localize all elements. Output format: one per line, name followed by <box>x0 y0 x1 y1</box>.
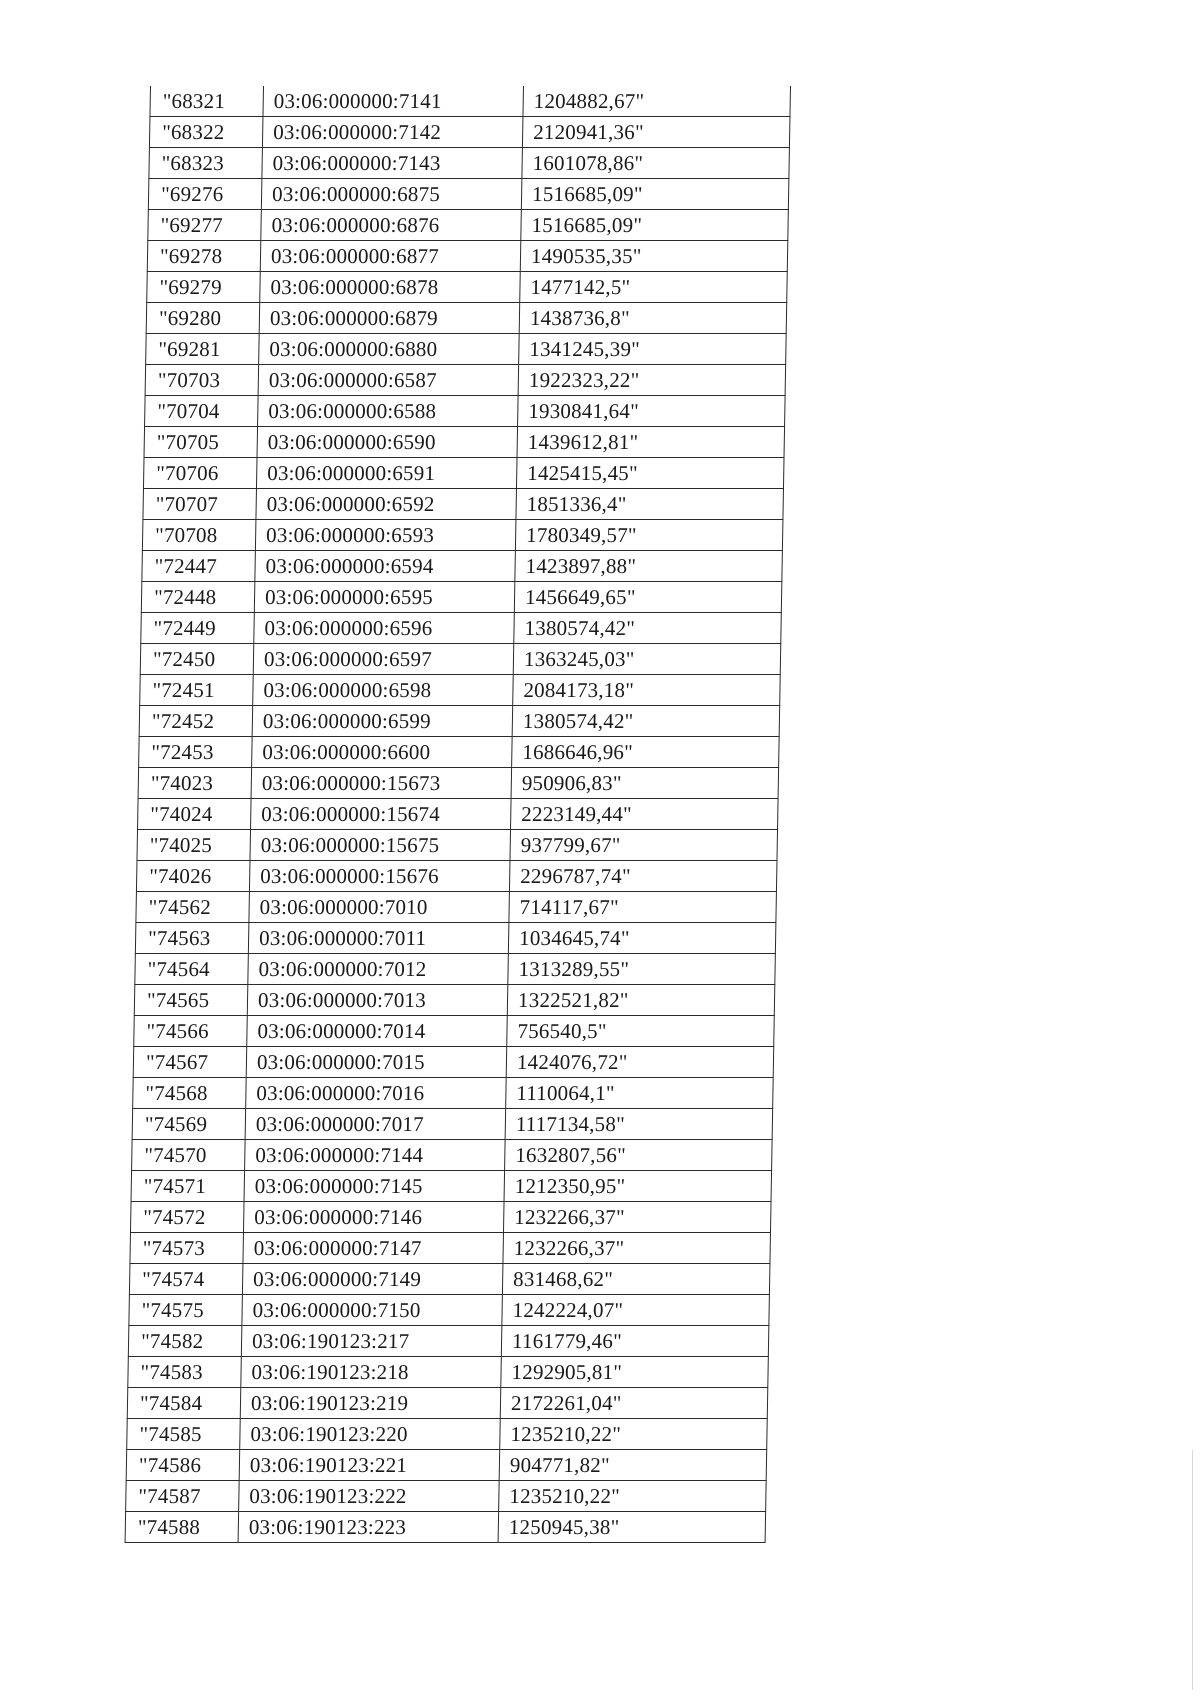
row-number-cell: "74588 <box>125 1512 239 1543</box>
table-row <box>139 737 780 768</box>
cadastral-number-cell: 03:06:190123:222 <box>239 1481 500 1512</box>
value-cell: 1341245,39" <box>519 334 787 365</box>
cadastral-number-cell: 03:06:000000:7143 <box>262 148 523 179</box>
table-row <box>138 768 779 799</box>
cadastral-number-cell: 03:06:000000:7149 <box>242 1264 503 1295</box>
value-cell: 1423897,88" <box>515 551 783 582</box>
cadastral-table <box>125 86 791 1543</box>
table-row <box>139 706 780 737</box>
cadastral-number-cell: 03:06:000000:7142 <box>262 117 523 148</box>
row-number-cell: "74582 <box>128 1326 242 1357</box>
table-row <box>136 861 777 892</box>
table-row <box>148 210 789 241</box>
value-cell: 756540,5" <box>507 1016 775 1047</box>
value-cell: 1456649,65" <box>514 582 782 613</box>
value-cell: 2172261,04" <box>500 1388 768 1419</box>
row-number-cell: "69276 <box>148 179 262 210</box>
table-row <box>146 334 787 365</box>
row-number-cell: "69278 <box>147 241 261 272</box>
table-row <box>145 396 786 427</box>
value-cell: 1212350,95" <box>504 1171 772 1202</box>
table-row <box>125 1512 766 1543</box>
value-cell: 1250945,38" <box>498 1512 766 1543</box>
table-row <box>149 148 790 179</box>
table-row <box>142 551 783 582</box>
table-row <box>133 1047 774 1078</box>
row-number-cell: "74574 <box>129 1264 243 1295</box>
table-row <box>127 1419 768 1450</box>
table-row <box>145 365 786 396</box>
value-cell: 1930841,64" <box>518 396 786 427</box>
cadastral-number-cell: 03:06:000000:7010 <box>249 892 510 923</box>
row-number-cell: "74586 <box>126 1450 240 1481</box>
table-row <box>128 1326 769 1357</box>
row-number-cell: "72452 <box>139 706 253 737</box>
cadastral-number-cell: 03:06:000000:6599 <box>252 706 513 737</box>
table-row <box>130 1202 771 1233</box>
table-row <box>141 582 782 613</box>
value-cell: 1516685,09" <box>521 179 789 210</box>
value-cell: 714117,67" <box>509 892 777 923</box>
row-number-cell: "74564 <box>135 954 249 985</box>
cadastral-number-cell: 03:06:000000:6594 <box>255 551 516 582</box>
table-row <box>148 179 789 210</box>
table-row <box>129 1295 770 1326</box>
value-cell: 1034645,74" <box>508 923 776 954</box>
row-number-cell: "74572 <box>130 1202 244 1233</box>
value-cell: 1851336,4" <box>516 489 784 520</box>
row-number-cell: "69279 <box>147 272 261 303</box>
cadastral-number-cell: 03:06:000000:6596 <box>254 613 515 644</box>
table-row <box>147 241 788 272</box>
cadastral-number-cell: 03:06:000000:6587 <box>258 365 519 396</box>
table-row <box>136 892 777 923</box>
table-row <box>143 458 784 489</box>
cadastral-number-cell: 03:06:000000:7145 <box>244 1171 505 1202</box>
cadastral-number-cell: 03:06:000000:7011 <box>248 923 509 954</box>
cadastral-number-cell: 03:06:000000:15676 <box>249 861 510 892</box>
value-cell: 1232266,37" <box>503 1202 771 1233</box>
value-cell: 1242224,07" <box>502 1295 770 1326</box>
cadastral-number-cell: 03:06:000000:6593 <box>255 520 516 551</box>
row-number-cell: "72453 <box>139 737 253 768</box>
table-row <box>146 303 787 334</box>
table-row <box>132 1140 773 1171</box>
value-cell: 1292905,81" <box>501 1357 769 1388</box>
row-number-cell: "70708 <box>142 520 256 551</box>
row-number-cell: "74026 <box>136 861 250 892</box>
value-cell: 2296787,74" <box>509 861 777 892</box>
row-number-cell: "70706 <box>143 458 257 489</box>
cadastral-number-cell: 03:06:000000:6876 <box>261 210 522 241</box>
table-container <box>125 86 790 1543</box>
table-row <box>131 1171 772 1202</box>
table-row <box>128 1357 769 1388</box>
table-row <box>134 1016 775 1047</box>
cadastral-number-cell: 03:06:000000:7015 <box>246 1047 507 1078</box>
row-number-cell: "69280 <box>146 303 260 334</box>
table-body <box>125 86 790 1543</box>
row-number-cell: "72449 <box>141 613 255 644</box>
cadastral-number-cell: 03:06:000000:6879 <box>259 303 520 334</box>
table-row <box>130 1233 771 1264</box>
value-cell: 950906,83" <box>511 768 779 799</box>
value-cell: 1235210,22" <box>499 1481 767 1512</box>
table-row <box>126 1450 767 1481</box>
value-cell: 2084173,18" <box>513 675 781 706</box>
table-row <box>137 830 778 861</box>
table-row <box>142 520 783 551</box>
table-row <box>132 1109 773 1140</box>
cadastral-number-cell: 03:06:000000:7146 <box>243 1202 504 1233</box>
row-number-cell: "68323 <box>149 148 263 179</box>
value-cell: 1601078,86" <box>522 148 790 179</box>
row-number-cell: "69281 <box>146 334 260 365</box>
cadastral-number-cell: 03:06:000000:6595 <box>254 582 515 613</box>
row-number-cell: "72451 <box>140 675 254 706</box>
value-cell: 937799,67" <box>510 830 778 861</box>
table-row <box>135 923 776 954</box>
table-row <box>147 272 788 303</box>
row-number-cell: "74571 <box>131 1171 245 1202</box>
cadastral-number-cell: 03:06:000000:6592 <box>256 489 517 520</box>
cadastral-number-cell: 03:06:000000:15674 <box>251 799 512 830</box>
row-number-cell: "70705 <box>144 427 258 458</box>
table-row <box>135 954 776 985</box>
cadastral-number-cell: 03:06:000000:6588 <box>258 396 519 427</box>
row-number-cell: "74565 <box>134 985 248 1016</box>
value-cell: 1424076,72" <box>506 1047 774 1078</box>
table-row <box>143 489 784 520</box>
row-number-cell: "74563 <box>135 923 249 954</box>
cadastral-number-cell: 03:06:000000:6875 <box>261 179 522 210</box>
value-cell: 1363245,03" <box>513 644 781 675</box>
cadastral-number-cell: 03:06:190123:217 <box>241 1326 502 1357</box>
cadastral-number-cell: 03:06:000000:7017 <box>245 1109 506 1140</box>
row-number-cell: "74583 <box>128 1357 242 1388</box>
value-cell: 1632807,56" <box>505 1140 773 1171</box>
cadastral-number-cell: 03:06:000000:7147 <box>243 1233 504 1264</box>
cadastral-number-cell: 03:06:000000:6880 <box>259 334 520 365</box>
table-row <box>127 1388 768 1419</box>
row-number-cell: "72447 <box>142 551 256 582</box>
row-number-cell: "68322 <box>149 117 263 148</box>
value-cell: 2223149,44" <box>511 799 779 830</box>
value-cell: 1322521,82" <box>507 985 775 1016</box>
cadastral-number-cell: 03:06:190123:223 <box>238 1512 499 1543</box>
scan-edge-line <box>1192 1450 1193 1690</box>
table-row <box>129 1264 770 1295</box>
value-cell: 1204882,67" <box>523 86 791 117</box>
cadastral-number-cell: 03:06:000000:7013 <box>247 985 508 1016</box>
cadastral-number-cell: 03:06:190123:221 <box>239 1450 500 1481</box>
row-number-cell: "74568 <box>133 1078 247 1109</box>
value-cell: 1477142,5" <box>520 272 788 303</box>
value-cell: 1380574,42" <box>514 613 782 644</box>
value-cell: 1922323,22" <box>518 365 786 396</box>
table-row <box>141 613 782 644</box>
value-cell: 1425415,45" <box>516 458 784 489</box>
value-cell: 1117134,58" <box>505 1109 773 1140</box>
value-cell: 1516685,09" <box>521 210 789 241</box>
value-cell: 1780349,57" <box>515 520 783 551</box>
row-number-cell: "74025 <box>137 830 251 861</box>
cadastral-number-cell: 03:06:000000:15675 <box>250 830 511 861</box>
cadastral-number-cell: 03:06:000000:6590 <box>257 427 518 458</box>
value-cell: 1439612,81" <box>517 427 785 458</box>
row-number-cell: "74562 <box>136 892 250 923</box>
cadastral-number-cell: 03:06:000000:7014 <box>247 1016 508 1047</box>
cadastral-number-cell: 03:06:000000:6598 <box>253 675 514 706</box>
cadastral-number-cell: 03:06:000000:15673 <box>251 768 512 799</box>
row-number-cell: "74024 <box>138 799 252 830</box>
value-cell: 1313289,55" <box>508 954 776 985</box>
value-cell: 1686646,96" <box>512 737 780 768</box>
row-number-cell: "69277 <box>148 210 262 241</box>
row-number-cell: "72448 <box>141 582 255 613</box>
row-number-cell: "74587 <box>126 1481 240 1512</box>
cadastral-number-cell: 03:06:000000:7141 <box>263 86 524 117</box>
cadastral-number-cell: 03:06:000000:7150 <box>242 1295 503 1326</box>
row-number-cell: "68321 <box>150 86 264 117</box>
value-cell: 1380574,42" <box>512 706 780 737</box>
table-row <box>144 427 785 458</box>
row-number-cell: "74573 <box>130 1233 244 1264</box>
row-number-cell: "70704 <box>145 396 259 427</box>
table-row <box>133 1078 774 1109</box>
table-row <box>140 644 781 675</box>
row-number-cell: "74567 <box>133 1047 247 1078</box>
value-cell: 904771,82" <box>499 1450 767 1481</box>
value-cell: 1235210,22" <box>500 1419 768 1450</box>
value-cell: 2120941,36" <box>522 117 790 148</box>
cadastral-number-cell: 03:06:000000:7016 <box>246 1078 507 1109</box>
cadastral-number-cell: 03:06:000000:7012 <box>248 954 509 985</box>
cadastral-number-cell: 03:06:190123:218 <box>241 1357 502 1388</box>
row-number-cell: "70707 <box>143 489 257 520</box>
value-cell: 1232266,37" <box>503 1233 771 1264</box>
row-number-cell: "74584 <box>127 1388 241 1419</box>
value-cell: 831468,62" <box>502 1264 770 1295</box>
row-number-cell: "72450 <box>140 644 254 675</box>
table-row <box>126 1481 767 1512</box>
cadastral-number-cell: 03:06:000000:6597 <box>253 644 514 675</box>
cadastral-number-cell: 03:06:190123:219 <box>240 1388 501 1419</box>
table-row <box>138 799 779 830</box>
cadastral-number-cell: 03:06:000000:6591 <box>256 458 517 489</box>
row-number-cell: "74566 <box>134 1016 248 1047</box>
table-row <box>134 985 775 1016</box>
cadastral-number-cell: 03:06:000000:6600 <box>252 737 513 768</box>
cadastral-number-cell: 03:06:000000:7144 <box>245 1140 506 1171</box>
cadastral-number-cell: 03:06:190123:220 <box>240 1419 501 1450</box>
row-number-cell: "74570 <box>132 1140 246 1171</box>
value-cell: 1110064,1" <box>506 1078 774 1109</box>
cadastral-number-cell: 03:06:000000:6878 <box>260 272 521 303</box>
table-row <box>150 86 791 117</box>
row-number-cell: "74585 <box>127 1419 241 1450</box>
table-row <box>149 117 790 148</box>
row-number-cell: "70703 <box>145 365 259 396</box>
row-number-cell: "74575 <box>129 1295 243 1326</box>
value-cell: 1161779,46" <box>501 1326 769 1357</box>
value-cell: 1490535,35" <box>520 241 788 272</box>
row-number-cell: "74569 <box>132 1109 246 1140</box>
cadastral-number-cell: 03:06:000000:6877 <box>260 241 521 272</box>
value-cell: 1438736,8" <box>519 303 787 334</box>
row-number-cell: "74023 <box>138 768 252 799</box>
table-row <box>140 675 781 706</box>
